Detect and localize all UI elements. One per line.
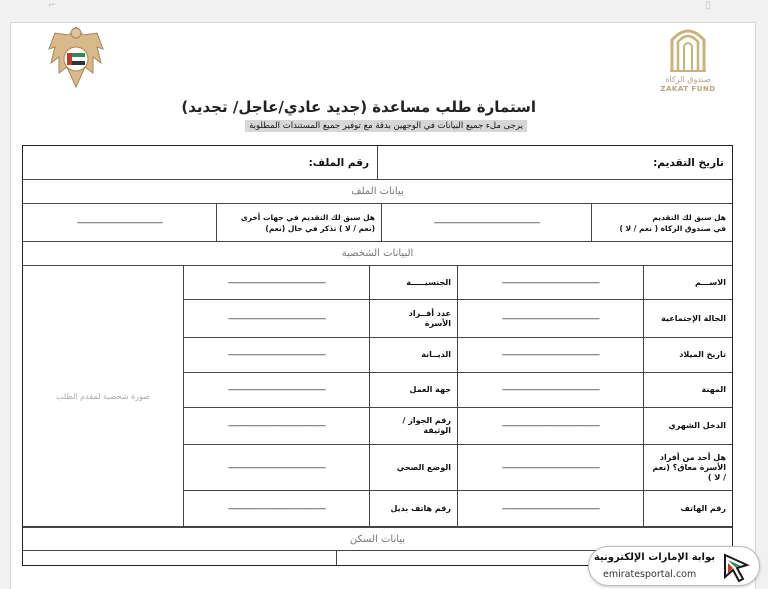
- name-value[interactable]: -----------------------------------------------: [458, 266, 644, 299]
- employer-value[interactable]: -----------------------------------------------: [184, 373, 370, 407]
- family-members-value[interactable]: -----------------------------------------------: [184, 300, 370, 337]
- prev-zakat-question: هل سبق لك التقديم في صندوق الزكاة ( نعم / لا ): [619, 212, 726, 233]
- nationality-label: الجنسيـــــة: [370, 266, 458, 299]
- housing-section-title: بيانات السكن: [23, 527, 732, 551]
- zakat-logo-arabic: صندوق الزكاة: [665, 75, 711, 84]
- personal-data-table: [184, 266, 732, 526]
- disability-question-label: هل أحد من أفراد الأسرة معاق؟ (نعم / لا ): [652, 452, 726, 482]
- table-row: [184, 491, 732, 526]
- profession-value[interactable]: -----------------------------------------------: [458, 373, 644, 407]
- table-row: [184, 300, 732, 338]
- birth-date-label: تاريخ الميلاد: [679, 350, 726, 359]
- monthly-income-label: الدخل الشهري: [668, 421, 726, 430]
- religion-value[interactable]: -----------------------------------------------: [184, 338, 370, 372]
- applicant-photo-placeholder[interactable]: صورة شخصية لمقدم الطلب: [23, 266, 184, 526]
- file-number-field[interactable]: رقم الملف:: [23, 146, 378, 179]
- personal-section-title: البيانات الشخصية: [23, 242, 732, 266]
- phone-value[interactable]: -----------------------------------------------: [458, 491, 644, 526]
- date-file-row: [23, 146, 732, 180]
- viewer-toolbar: [0, 0, 768, 22]
- prev-other-answer[interactable]: --------------------------------------: [23, 204, 217, 241]
- employer-label: جهة العمل: [370, 373, 458, 407]
- monthly-income-value[interactable]: -----------------------------------------------: [458, 408, 644, 444]
- prev-other-question: هل سبق لك التقديم في جهات أخرى (نعم / لا ) تذكر في حال (نعم): [217, 204, 382, 241]
- portal-url: emiratesportal.com: [603, 569, 697, 580]
- viewer-icon[interactable]: ⌐: [48, 0, 57, 11]
- zakat-fund-logo: [648, 20, 728, 100]
- prev-zakat-answer[interactable]: -----------------------------------------------: [382, 204, 592, 241]
- table-row: [184, 408, 732, 445]
- birth-date-value[interactable]: -----------------------------------------------: [458, 338, 644, 372]
- nationality-value[interactable]: -----------------------------------------------: [184, 266, 370, 299]
- application-date-field[interactable]: تاريخ التقديم:: [653, 156, 724, 169]
- table-row: [184, 266, 732, 300]
- disability-value[interactable]: -----------------------------------------------: [458, 445, 644, 490]
- uae-emblem-logo: [45, 23, 107, 93]
- housing-cell[interactable]: [23, 551, 337, 565]
- emirates-portal-badge[interactable]: [588, 546, 760, 586]
- zakat-emblem-icon: [668, 20, 708, 74]
- portal-title: بوابة الإمارات الإلكترونية: [593, 552, 715, 563]
- previous-application-row: [23, 204, 732, 242]
- form-subtitle: يرجى ملء جميع البيانات في الوجهين بدقة مع توفير جميع المستندات المطلوبة: [245, 120, 527, 132]
- marital-status-value[interactable]: -----------------------------------------------: [458, 300, 644, 337]
- table-row: [184, 445, 732, 491]
- table-row: [184, 373, 732, 408]
- religion-label: الديــانة: [370, 338, 458, 372]
- health-status-value[interactable]: -----------------------------------------------: [184, 445, 370, 490]
- alt-phone-label: رقم هاتف بديل: [370, 491, 458, 526]
- table-row: [184, 338, 732, 373]
- family-members-label: عدد أفــراد الأسرة: [370, 300, 458, 337]
- marital-status-label: الحالة الإجتماعية: [661, 313, 726, 323]
- profession-label: المهنة: [701, 385, 726, 394]
- application-form: [22, 145, 733, 566]
- page-icon[interactable]: ▯: [705, 0, 711, 11]
- form-title: استمارة طلب مساعدة (جديد عادي/عاجل/ تجديد): [181, 98, 536, 116]
- personal-data-block: [23, 266, 732, 527]
- health-status-label: الوضع الصحي: [370, 445, 458, 490]
- file-section-title: بيانات الملف: [23, 180, 732, 204]
- cursor-arrow-icon: [721, 551, 751, 583]
- alt-phone-value[interactable]: -----------------------------------------------: [184, 491, 370, 526]
- name-label: الاســـم: [694, 277, 726, 287]
- passport-number-value[interactable]: -----------------------------------------------: [184, 408, 370, 444]
- passport-number-label: رقم الجواز / الوثيقة: [370, 408, 458, 444]
- phone-label: رقم الهاتف: [680, 503, 726, 513]
- zakat-logo-english: ZAKAT FUND: [660, 85, 716, 93]
